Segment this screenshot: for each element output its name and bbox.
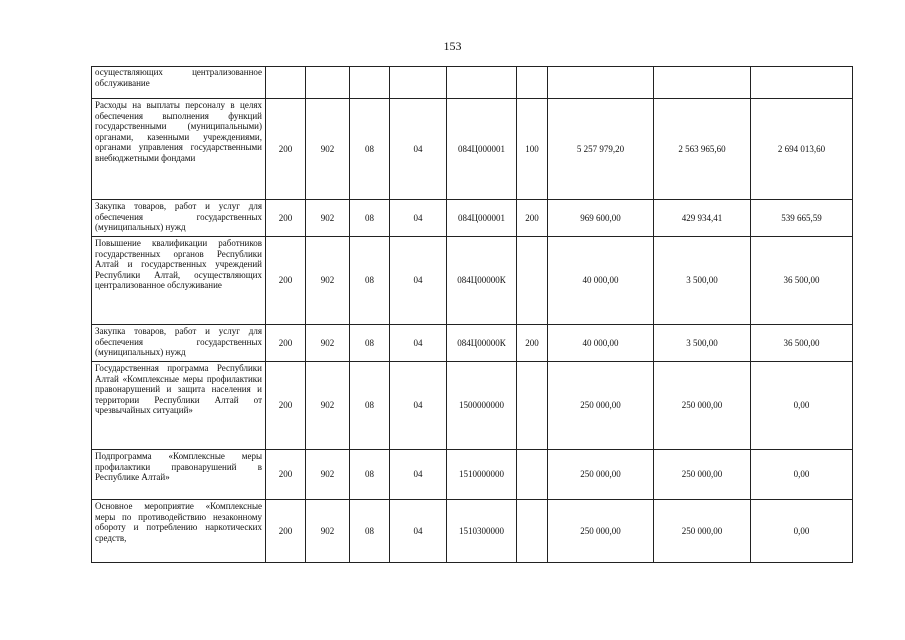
sum-1-cell: 969 600,00	[548, 200, 654, 237]
expense-type-cell: 200	[517, 200, 548, 237]
code-3-cell: 08	[350, 450, 390, 500]
item-name-cell	[92, 99, 266, 200]
target-article-cell	[447, 67, 517, 99]
budget-table	[91, 66, 853, 563]
item-name: Закупка товаров, работ и услуг для обеспечения государственных (муниципальных) нужд	[95, 201, 262, 233]
code-1-cell: 200	[266, 237, 306, 325]
code-4-cell: 04	[390, 99, 447, 200]
table-row	[92, 362, 853, 450]
code-4-cell	[390, 67, 447, 99]
code-3-cell: 08	[350, 237, 390, 325]
code-1-cell: 200	[266, 362, 306, 450]
code-4-cell: 04	[390, 237, 447, 325]
sum-2-cell: 250 000,00	[654, 500, 751, 563]
expense-type-cell: 100	[517, 99, 548, 200]
item-name: Подпрограмма «Комплексные меры профилактики правонарушений в Республике Алтай»	[95, 451, 262, 483]
sum-2-cell: 250 000,00	[654, 362, 751, 450]
target-article-cell: 084Ц000001	[447, 99, 517, 200]
expense-type-cell	[517, 362, 548, 450]
item-name-cell	[92, 325, 266, 362]
sum-2-cell: 250 000,00	[654, 450, 751, 500]
code-2-cell: 902	[306, 450, 350, 500]
item-name-cell	[92, 362, 266, 450]
expense-type-cell	[517, 237, 548, 325]
table-row	[92, 237, 853, 325]
target-article-cell: 1500000000	[447, 362, 517, 450]
sum-3-cell: 2 694 013,60	[751, 99, 853, 200]
expense-type-cell	[517, 450, 548, 500]
code-3-cell	[350, 67, 390, 99]
code-2-cell: 902	[306, 362, 350, 450]
table-row	[92, 325, 853, 362]
code-1-cell: 200	[266, 200, 306, 237]
item-name-cell	[92, 500, 266, 563]
sum-2-cell: 2 563 965,60	[654, 99, 751, 200]
target-article-cell: 084Ц000001	[447, 200, 517, 237]
sum-1-cell: 250 000,00	[548, 362, 654, 450]
code-2-cell: 902	[306, 500, 350, 563]
item-name-cell	[92, 450, 266, 500]
sum-1-cell: 5 257 979,20	[548, 99, 654, 200]
sum-2-cell: 429 934,41	[654, 200, 751, 237]
code-3-cell: 08	[350, 362, 390, 450]
code-4-cell: 04	[390, 362, 447, 450]
code-3-cell: 08	[350, 325, 390, 362]
expense-type-cell	[517, 67, 548, 99]
target-article-cell: 1510300000	[447, 500, 517, 563]
sum-3-cell: 0,00	[751, 450, 853, 500]
sum-3-cell: 36 500,00	[751, 325, 853, 362]
item-name-cell	[92, 67, 266, 99]
table-row	[92, 67, 853, 99]
code-1-cell	[266, 67, 306, 99]
code-2-cell	[306, 67, 350, 99]
code-4-cell: 04	[390, 200, 447, 237]
item-name: Государственная программа Республики Алтай «Комплексные меры профилактики правонарушений и защита населения и территории Республики Алтай от чрезвычайных ситуаций»	[95, 363, 262, 416]
page-number: 153	[443, 39, 462, 53]
code-3-cell: 08	[350, 99, 390, 200]
item-name-cell	[92, 237, 266, 325]
code-1-cell: 200	[266, 99, 306, 200]
expense-type-cell: 200	[517, 325, 548, 362]
sum-2-cell: 3 500,00	[654, 325, 751, 362]
sum-2-cell	[654, 67, 751, 99]
item-name: Расходы на выплаты персоналу в целях обеспечения выполнения функций государственными (муниципальными) органами, казенными учреждениями, органами управления государственными внебюджетными фондами	[95, 100, 262, 163]
sum-3-cell: 36 500,00	[751, 237, 853, 325]
code-3-cell: 08	[350, 200, 390, 237]
sum-1-cell: 250 000,00	[548, 450, 654, 500]
sum-1-cell	[548, 67, 654, 99]
target-article-cell: 084Ц00000К	[447, 237, 517, 325]
code-1-cell: 200	[266, 500, 306, 563]
code-4-cell: 04	[390, 325, 447, 362]
code-2-cell: 902	[306, 325, 350, 362]
code-2-cell: 902	[306, 200, 350, 237]
table-row	[92, 99, 853, 200]
table-row	[92, 450, 853, 500]
sum-1-cell: 40 000,00	[548, 325, 654, 362]
item-name: Закупка товаров, работ и услуг для обеспечения государственных (муниципальных) нужд	[95, 326, 262, 358]
sum-2-cell: 3 500,00	[654, 237, 751, 325]
code-2-cell: 902	[306, 99, 350, 200]
code-1-cell: 200	[266, 325, 306, 362]
table-row	[92, 500, 853, 563]
item-name-cell	[92, 200, 266, 237]
sum-1-cell: 250 000,00	[548, 500, 654, 563]
code-4-cell: 04	[390, 500, 447, 563]
sum-3-cell: 539 665,59	[751, 200, 853, 237]
item-name: Повышение квалификации работников государственных органов Республики Алтай и государственных учреждений Республики Алтай, осуществляющих централизованное обслуживание	[95, 238, 262, 291]
item-name: Основное мероприятие «Комплексные меры по противодействию незаконному обороту и потреблению наркотических средств,	[95, 501, 262, 543]
expense-type-cell	[517, 500, 548, 563]
sum-1-cell: 40 000,00	[548, 237, 654, 325]
code-3-cell: 08	[350, 500, 390, 563]
target-article-cell: 1510000000	[447, 450, 517, 500]
code-2-cell: 902	[306, 237, 350, 325]
target-article-cell: 084Ц00000К	[447, 325, 517, 362]
item-name: осуществляющих централизованное обслуживание	[95, 67, 262, 88]
sum-3-cell: 0,00	[751, 362, 853, 450]
code-4-cell: 04	[390, 450, 447, 500]
sum-3-cell: 0,00	[751, 500, 853, 563]
sum-3-cell	[751, 67, 853, 99]
table-row	[92, 200, 853, 237]
budget-table-body	[92, 67, 853, 563]
code-1-cell: 200	[266, 450, 306, 500]
